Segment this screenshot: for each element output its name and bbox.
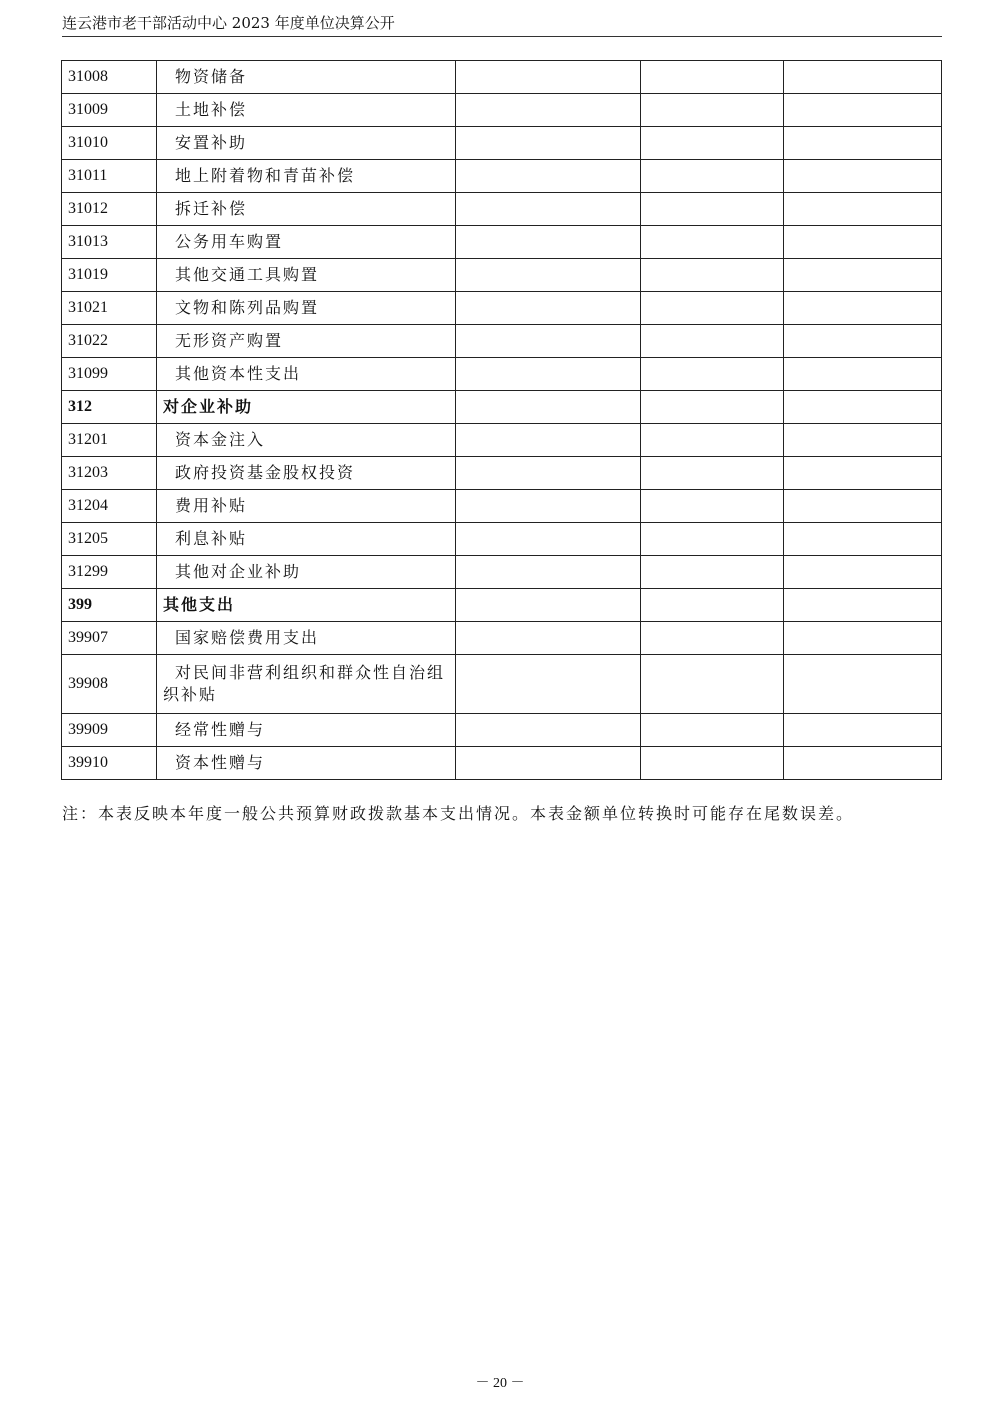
- row-value-cell: [456, 127, 641, 160]
- row-value-cell: [456, 391, 641, 424]
- row-value-cell: [784, 523, 942, 556]
- row-value-cell: [641, 391, 784, 424]
- row-value-cell: [784, 94, 942, 127]
- table-row: [62, 193, 942, 226]
- row-code: 31021: [62, 292, 157, 325]
- row-value-cell: [784, 127, 942, 160]
- row-value-cell: [641, 589, 784, 622]
- table-row: [62, 523, 942, 556]
- row-value-cell: [784, 226, 942, 259]
- table-row: [62, 655, 942, 714]
- row-name: 资本性赠与: [157, 747, 456, 780]
- table-row: [62, 226, 942, 259]
- row-value-cell: [641, 193, 784, 226]
- row-value-cell: [456, 358, 641, 391]
- row-name: 其他对企业补助: [157, 556, 456, 589]
- row-code: 31099: [62, 358, 157, 391]
- row-value-cell: [784, 292, 942, 325]
- table-row: [62, 160, 942, 193]
- row-value-cell: [456, 325, 641, 358]
- row-value-cell: [641, 523, 784, 556]
- row-value-cell: [456, 523, 641, 556]
- row-value-cell: [784, 747, 942, 780]
- row-code: 39909: [62, 714, 157, 747]
- row-code: 31012: [62, 193, 157, 226]
- row-value-cell: [641, 655, 784, 714]
- row-value-cell: [456, 714, 641, 747]
- table-row: [62, 747, 942, 780]
- row-name: 利息补贴: [157, 523, 456, 556]
- row-value-cell: [456, 160, 641, 193]
- row-value-cell: [641, 490, 784, 523]
- row-code: 31022: [62, 325, 157, 358]
- row-code: 31009: [62, 94, 157, 127]
- row-value-cell: [784, 358, 942, 391]
- row-value-cell: [456, 747, 641, 780]
- row-code: 31203: [62, 457, 157, 490]
- header-title: 连云港市老干部活动中心 2023 年度单位决算公开: [62, 14, 395, 32]
- row-value-cell: [784, 391, 942, 424]
- expenditure-table: [61, 60, 942, 780]
- row-value-cell: [641, 457, 784, 490]
- row-code: 39908: [62, 655, 157, 714]
- row-value-cell: [784, 556, 942, 589]
- row-code: 39907: [62, 622, 157, 655]
- row-name: 其他资本性支出: [157, 358, 456, 391]
- row-value-cell: [641, 259, 784, 292]
- row-value-cell: [784, 714, 942, 747]
- row-code: 31008: [62, 61, 157, 94]
- row-name: 无形资产购置: [157, 325, 456, 358]
- row-value-cell: [456, 292, 641, 325]
- row-name: 国家赔偿费用支出: [157, 622, 456, 655]
- row-value-cell: [456, 61, 641, 94]
- row-value-cell: [641, 325, 784, 358]
- row-value-cell: [456, 490, 641, 523]
- row-value-cell: [784, 457, 942, 490]
- table-row: [62, 490, 942, 523]
- row-name: 安置补助: [157, 127, 456, 160]
- row-value-cell: [784, 259, 942, 292]
- row-name: 拆迁补偿: [157, 193, 456, 226]
- row-value-cell: [641, 747, 784, 780]
- row-value-cell: [456, 259, 641, 292]
- table-row: [62, 127, 942, 160]
- row-value-cell: [641, 160, 784, 193]
- row-value-cell: [456, 94, 641, 127]
- row-name: 政府投资基金股权投资: [157, 457, 456, 490]
- row-code: 31299: [62, 556, 157, 589]
- table-body: [62, 61, 942, 780]
- page-number: － 20 －: [475, 1376, 525, 1391]
- table-note: 注：本表反映本年度一般公共预算财政拨款基本支出情况。本表金额单位转换时可能存在尾数误差。: [62, 804, 855, 823]
- row-name: 地上附着物和青苗补偿: [157, 160, 456, 193]
- row-code: 31010: [62, 127, 157, 160]
- row-code: 312: [62, 391, 157, 424]
- table-group-row: [62, 589, 942, 622]
- table-row: [62, 622, 942, 655]
- row-code: 31013: [62, 226, 157, 259]
- row-value-cell: [641, 556, 784, 589]
- row-name: 其他交通工具购置: [157, 259, 456, 292]
- row-value-cell: [784, 424, 942, 457]
- row-code: 399: [62, 589, 157, 622]
- table-row: [62, 292, 942, 325]
- row-value-cell: [784, 325, 942, 358]
- row-name: 物资储备: [157, 61, 456, 94]
- row-name: 文物和陈列品购置: [157, 292, 456, 325]
- table-row: [62, 424, 942, 457]
- row-value-cell: [456, 655, 641, 714]
- row-value-cell: [456, 226, 641, 259]
- row-value-cell: [784, 193, 942, 226]
- row-name: 经常性赠与: [157, 714, 456, 747]
- table-row: [62, 556, 942, 589]
- table-row: [62, 358, 942, 391]
- table-row: [62, 61, 942, 94]
- row-value-cell: [456, 424, 641, 457]
- row-value-cell: [784, 655, 942, 714]
- row-value-cell: [641, 61, 784, 94]
- row-value-cell: [641, 622, 784, 655]
- row-name: 对民间非营利组织和群众性自治组织补贴: [157, 655, 456, 714]
- row-value-cell: [641, 292, 784, 325]
- table-row: [62, 325, 942, 358]
- table-row: [62, 259, 942, 292]
- row-value-cell: [641, 226, 784, 259]
- row-value-cell: [641, 358, 784, 391]
- row-name: 对企业补助: [157, 391, 456, 424]
- row-value-cell: [456, 622, 641, 655]
- row-name: 土地补偿: [157, 94, 456, 127]
- row-name: 费用补贴: [157, 490, 456, 523]
- row-code: 39910: [62, 747, 157, 780]
- row-code: 31011: [62, 160, 157, 193]
- row-name: 其他支出: [157, 589, 456, 622]
- table-row: [62, 714, 942, 747]
- row-value-cell: [641, 94, 784, 127]
- row-code: 31204: [62, 490, 157, 523]
- table-group-row: [62, 391, 942, 424]
- row-name: 公务用车购置: [157, 226, 456, 259]
- row-code: 31201: [62, 424, 157, 457]
- row-value-cell: [456, 193, 641, 226]
- row-value-cell: [784, 61, 942, 94]
- row-value-cell: [784, 160, 942, 193]
- row-value-cell: [456, 589, 641, 622]
- row-code: 31205: [62, 523, 157, 556]
- row-value-cell: [456, 457, 641, 490]
- document-header: [62, 12, 942, 37]
- row-value-cell: [641, 127, 784, 160]
- row-value-cell: [784, 589, 942, 622]
- table-row: [62, 457, 942, 490]
- row-value-cell: [784, 490, 942, 523]
- row-value-cell: [641, 424, 784, 457]
- table-row: [62, 94, 942, 127]
- row-value-cell: [641, 714, 784, 747]
- row-value-cell: [784, 622, 942, 655]
- row-code: 31019: [62, 259, 157, 292]
- row-name: 资本金注入: [157, 424, 456, 457]
- row-value-cell: [456, 556, 641, 589]
